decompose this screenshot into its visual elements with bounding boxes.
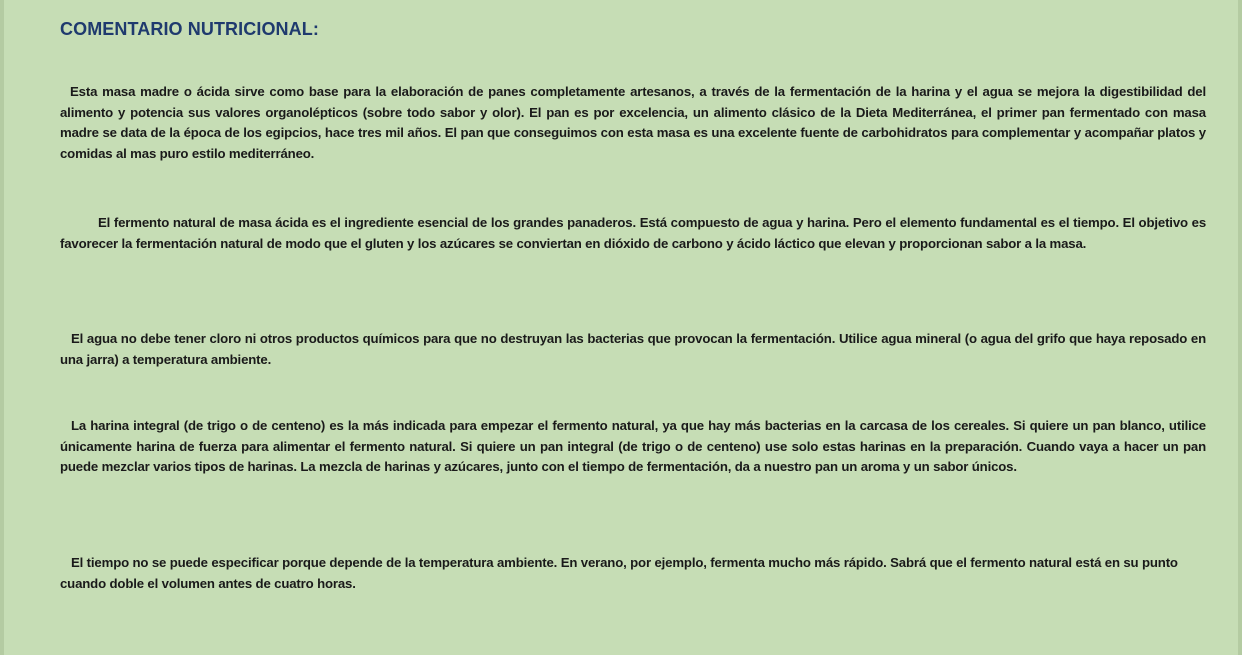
paragraph-fermento-natural: El fermento natural de masa ácida es el ingrediente esencial de los grandes panaderos. Está compuesto de agua y harina. Pero el elemento fundamental es el tiempo. El objetivo es favorecer la fermentación natural de modo que el gluten y los azúcares se conviertan en dióxido de carbono y ácido láctico que elevan y proporcionan sabor a la masa. [60, 215, 1206, 251]
paragraph-masa-madre: Esta masa madre o ácida sirve como base para la elaboración de panes completamente artesanos, a través de la fermentación de la harina y el agua se mejora la digestibilidad del alimento y potencia sus valores organolépticos (sobre todo sabor y olor). El pan es por excelencia, un alimento clásico de la Dieta Mediterránea, el primer pan fermentado con masa madre se data de la época de los egipcios, hace tres mil años. El pan que conseguimos con esta masa es una excelente fuente de carbohidratos para complementar y acompañar platos y comidas al mas puro estilo mediterráneo. [60, 84, 1206, 161]
paragraph-harina: La harina integral (de trigo o de centeno) es la más indicada para empezar el fermento natural, ya que hay más bacterias en la carcasa de los cereales. Si quiere un pan blanco, utilice únicamente harina de fuerza para alimentar el fermento natural. Si quiere un pan integral (de trigo o de centeno) use solo estas harinas en la preparación. Cuando vaya a hacer un pan puede mezclar varios tipos de harinas. La mezcla de harinas y azúcares, junto con el tiempo de fermentación, da a nuestro pan un aroma y un sabor únicos. [60, 418, 1206, 474]
section-heading: COMENTARIO NUTRICIONAL: [60, 19, 319, 39]
paragraph-agua: El agua no debe tener cloro ni otros productos químicos para que no destruyan las bacterias que provocan la fermentación. Utilice agua mineral (o agua del grifo que haya reposado en una jarra) a temperatura ambiente. [60, 331, 1206, 367]
paragraph-tiempo: El tiempo no se puede especificar porque depende de la temperatura ambiente. En verano, por ejemplo, fermenta mucho más rápido. Sabrá que el fermento natural está en su punto cuando doble el volumen antes de cuatro horas. [60, 555, 1178, 591]
